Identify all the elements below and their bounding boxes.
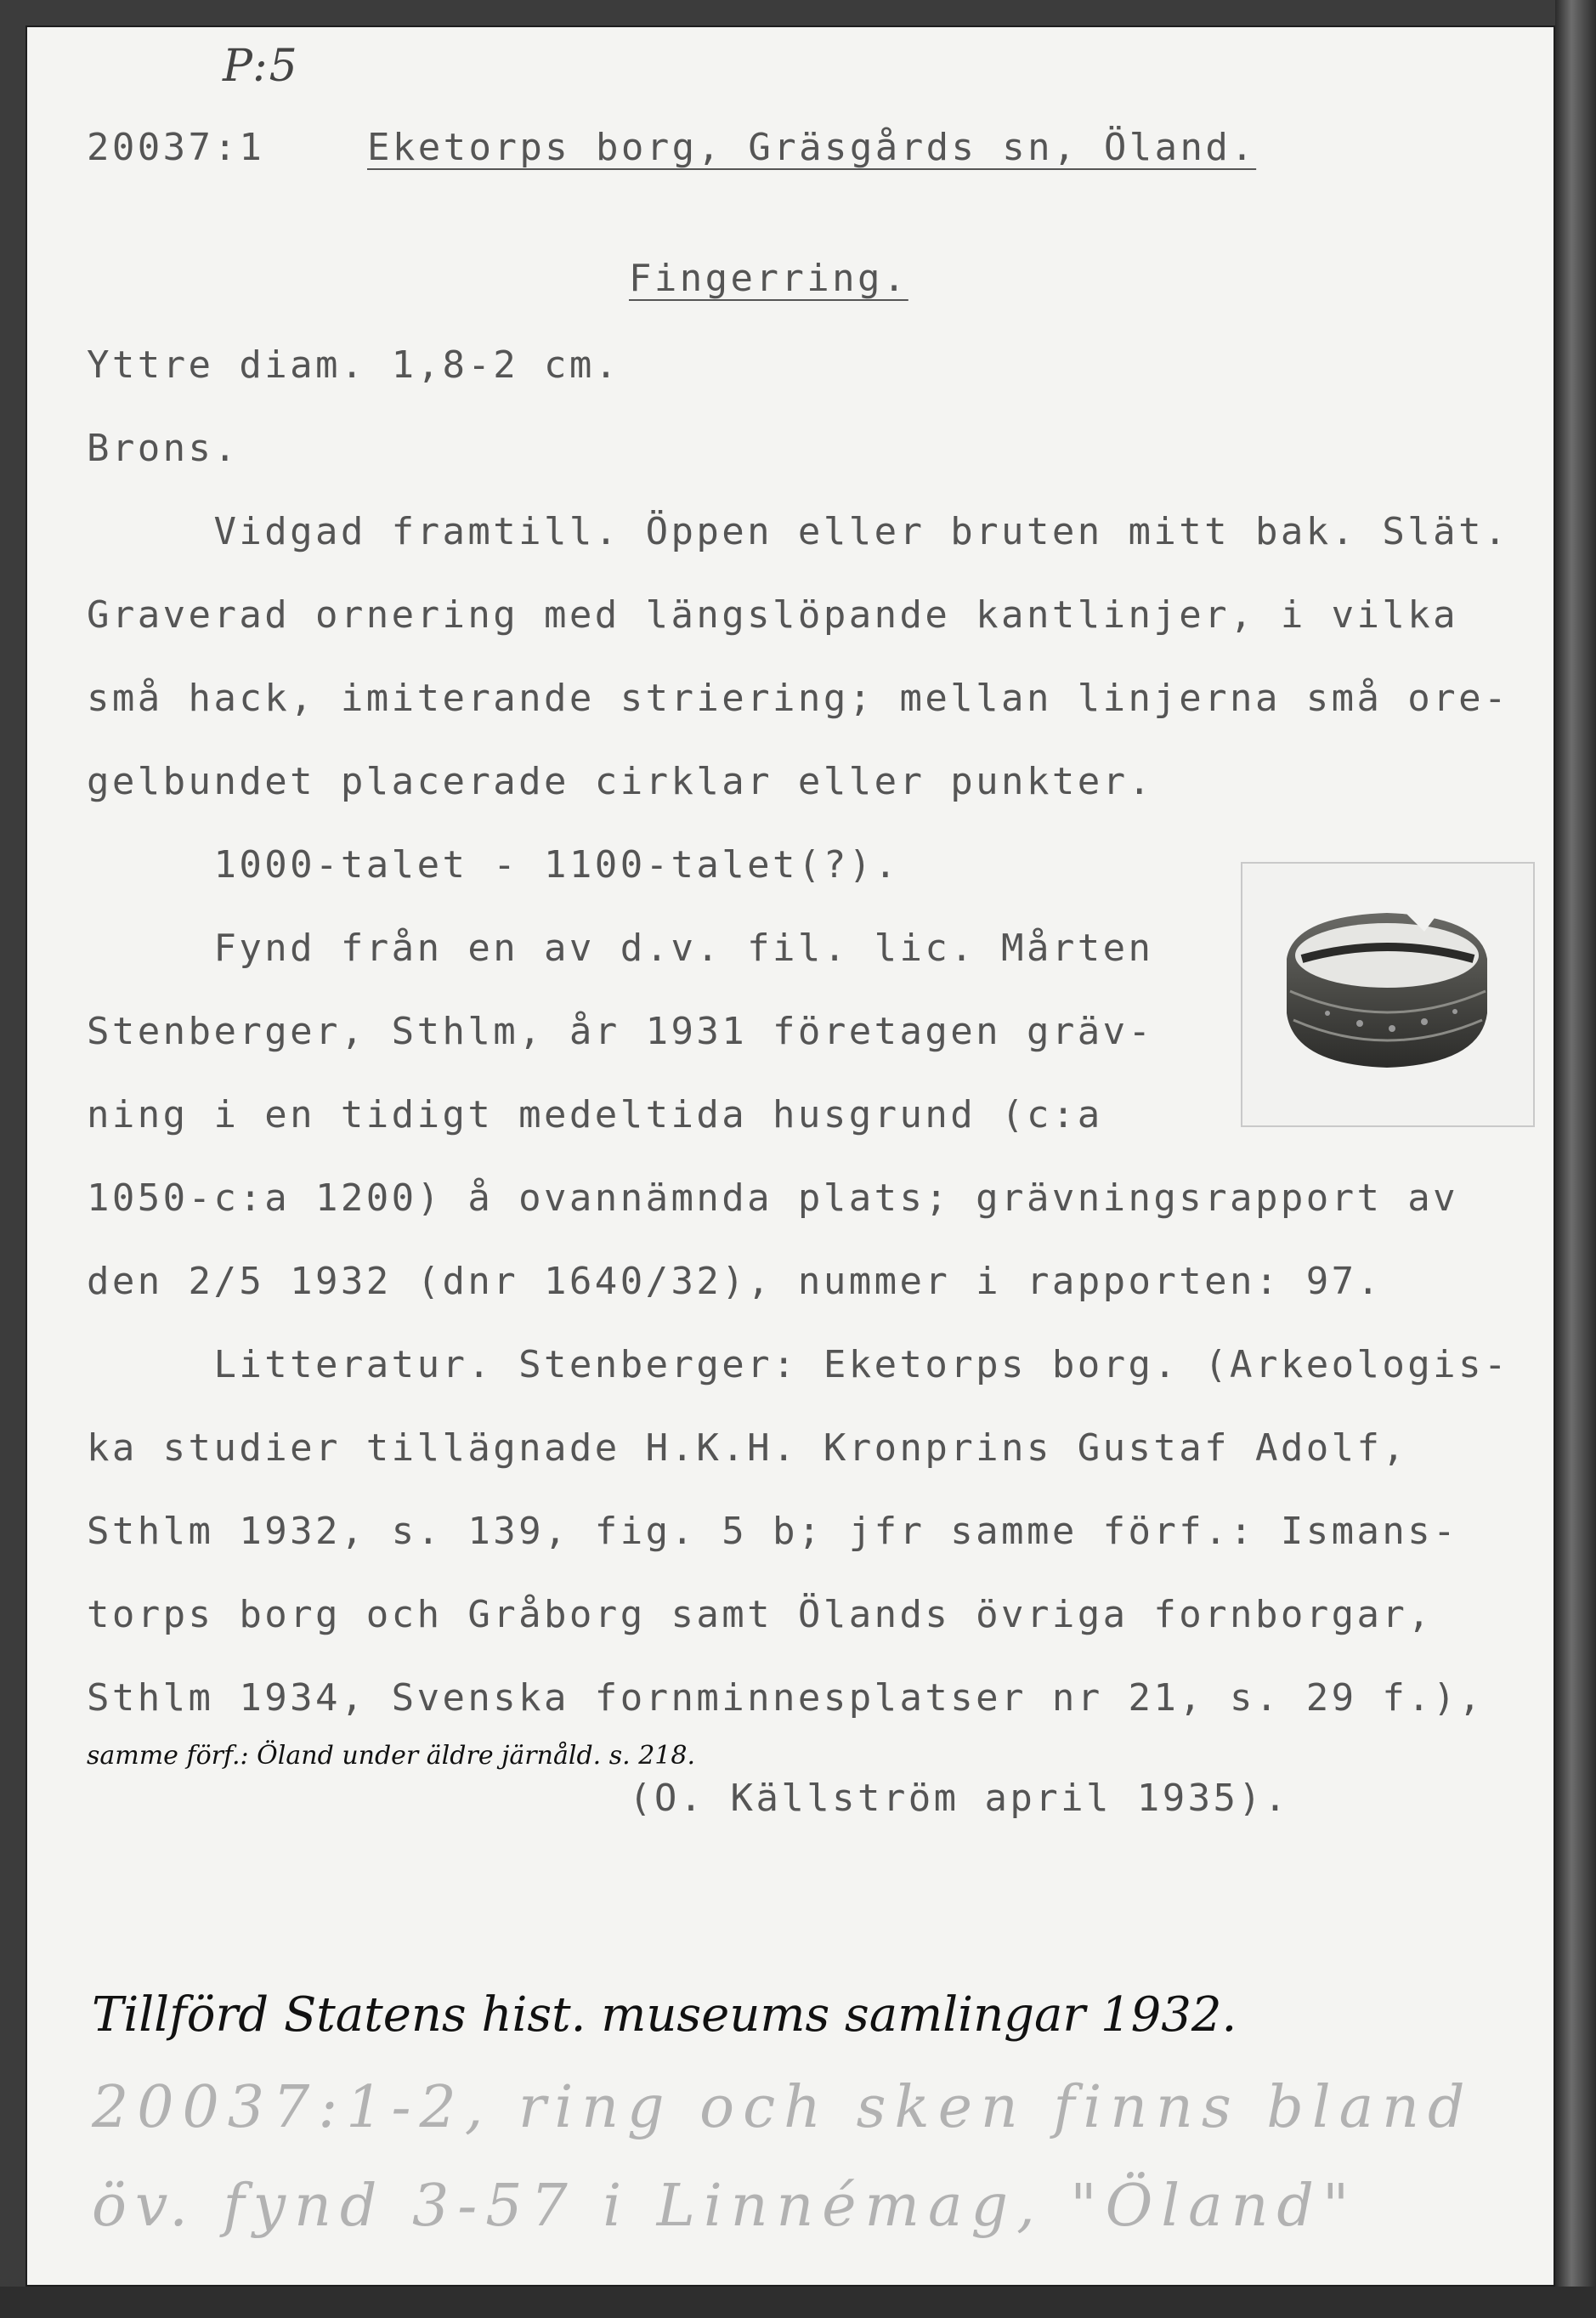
text-line: Vidgad framtill. Öppen eller bruten mitt bak. Slät. [87,510,1509,553]
object-title: Fingerring. [629,257,908,300]
text-line: torps borg och Gråborg samt Ölands övriga fornborgar, [87,1593,1434,1636]
catalog-number: 20037:1 [87,126,265,169]
find-location: Eketorps borg, Gräsgårds sn, Öland. [367,126,1257,169]
bronze-ring-image [1242,864,1533,1125]
pencil-note-line-2: öv. fynd 3-57 i Linnémag, "Öland" [92,2173,1358,2240]
text-line: Sthlm 1932, s. 139, fig. 5 b; jfr samme förf.: Ismans- [87,1510,1459,1553]
text-line: 1000-talet - 1100-talet(?). [87,843,900,887]
text-line: den 2/5 1932 (dnr 1640/32), nummer i rapporten: 97. [87,1260,1383,1303]
text-line: ka studier tillägnade H.K.H. Kronprins Gustaf Adolf, [87,1426,1408,1470]
pencil-number: P:5 [223,41,299,92]
pencil-note-line-1: 20037:1-2, ring och sken finns bland [92,2074,1474,2141]
text-line: Fynd från en av d.v. fil. lic. Mårten [87,927,1154,970]
text-line: ning i en tidigt medeltida husgrund (c:a [87,1093,1103,1136]
handwritten-addendum: samme förf.: Öland under äldre järnåld. s. 218. [87,1741,695,1771]
text-line: Sthlm 1934, Svenska fornminnesplatser nr 21, s. 29 f.), [87,1676,1484,1720]
scan-frame-edge [1555,0,1596,2318]
text-line: Graverad ornering med längslöpande kantlinjer, i vilka [87,593,1459,637]
text-line: gelbundet placerade cirklar eller punkter. [87,760,1154,803]
scan-frame-bottom [0,2287,1596,2318]
catalog-card [25,26,1555,2287]
cataloguer-signature-line: (O. Källström april 1935). [629,1777,1290,1820]
text-line: Yttre diam. 1,8-2 cm. [87,343,620,387]
text-line: Brons. [87,427,240,470]
text-line: 1050-c:a 1200) å ovannämnda plats; grävningsrapport av [87,1176,1459,1220]
text-line: Stenberger, Sthlm, år 1931 företagen gräv- [87,1010,1154,1053]
ring-photo [1242,864,1533,1125]
text-line: små hack, imiterande striering; mellan linjerna små ore- [87,677,1509,720]
ink-accession-note: Tillförd Statens hist. museums samlingar 1932. [92,1987,1237,2043]
text-line: Litteratur. Stenberger: Eketorps borg. (Arkeologis- [87,1343,1509,1386]
